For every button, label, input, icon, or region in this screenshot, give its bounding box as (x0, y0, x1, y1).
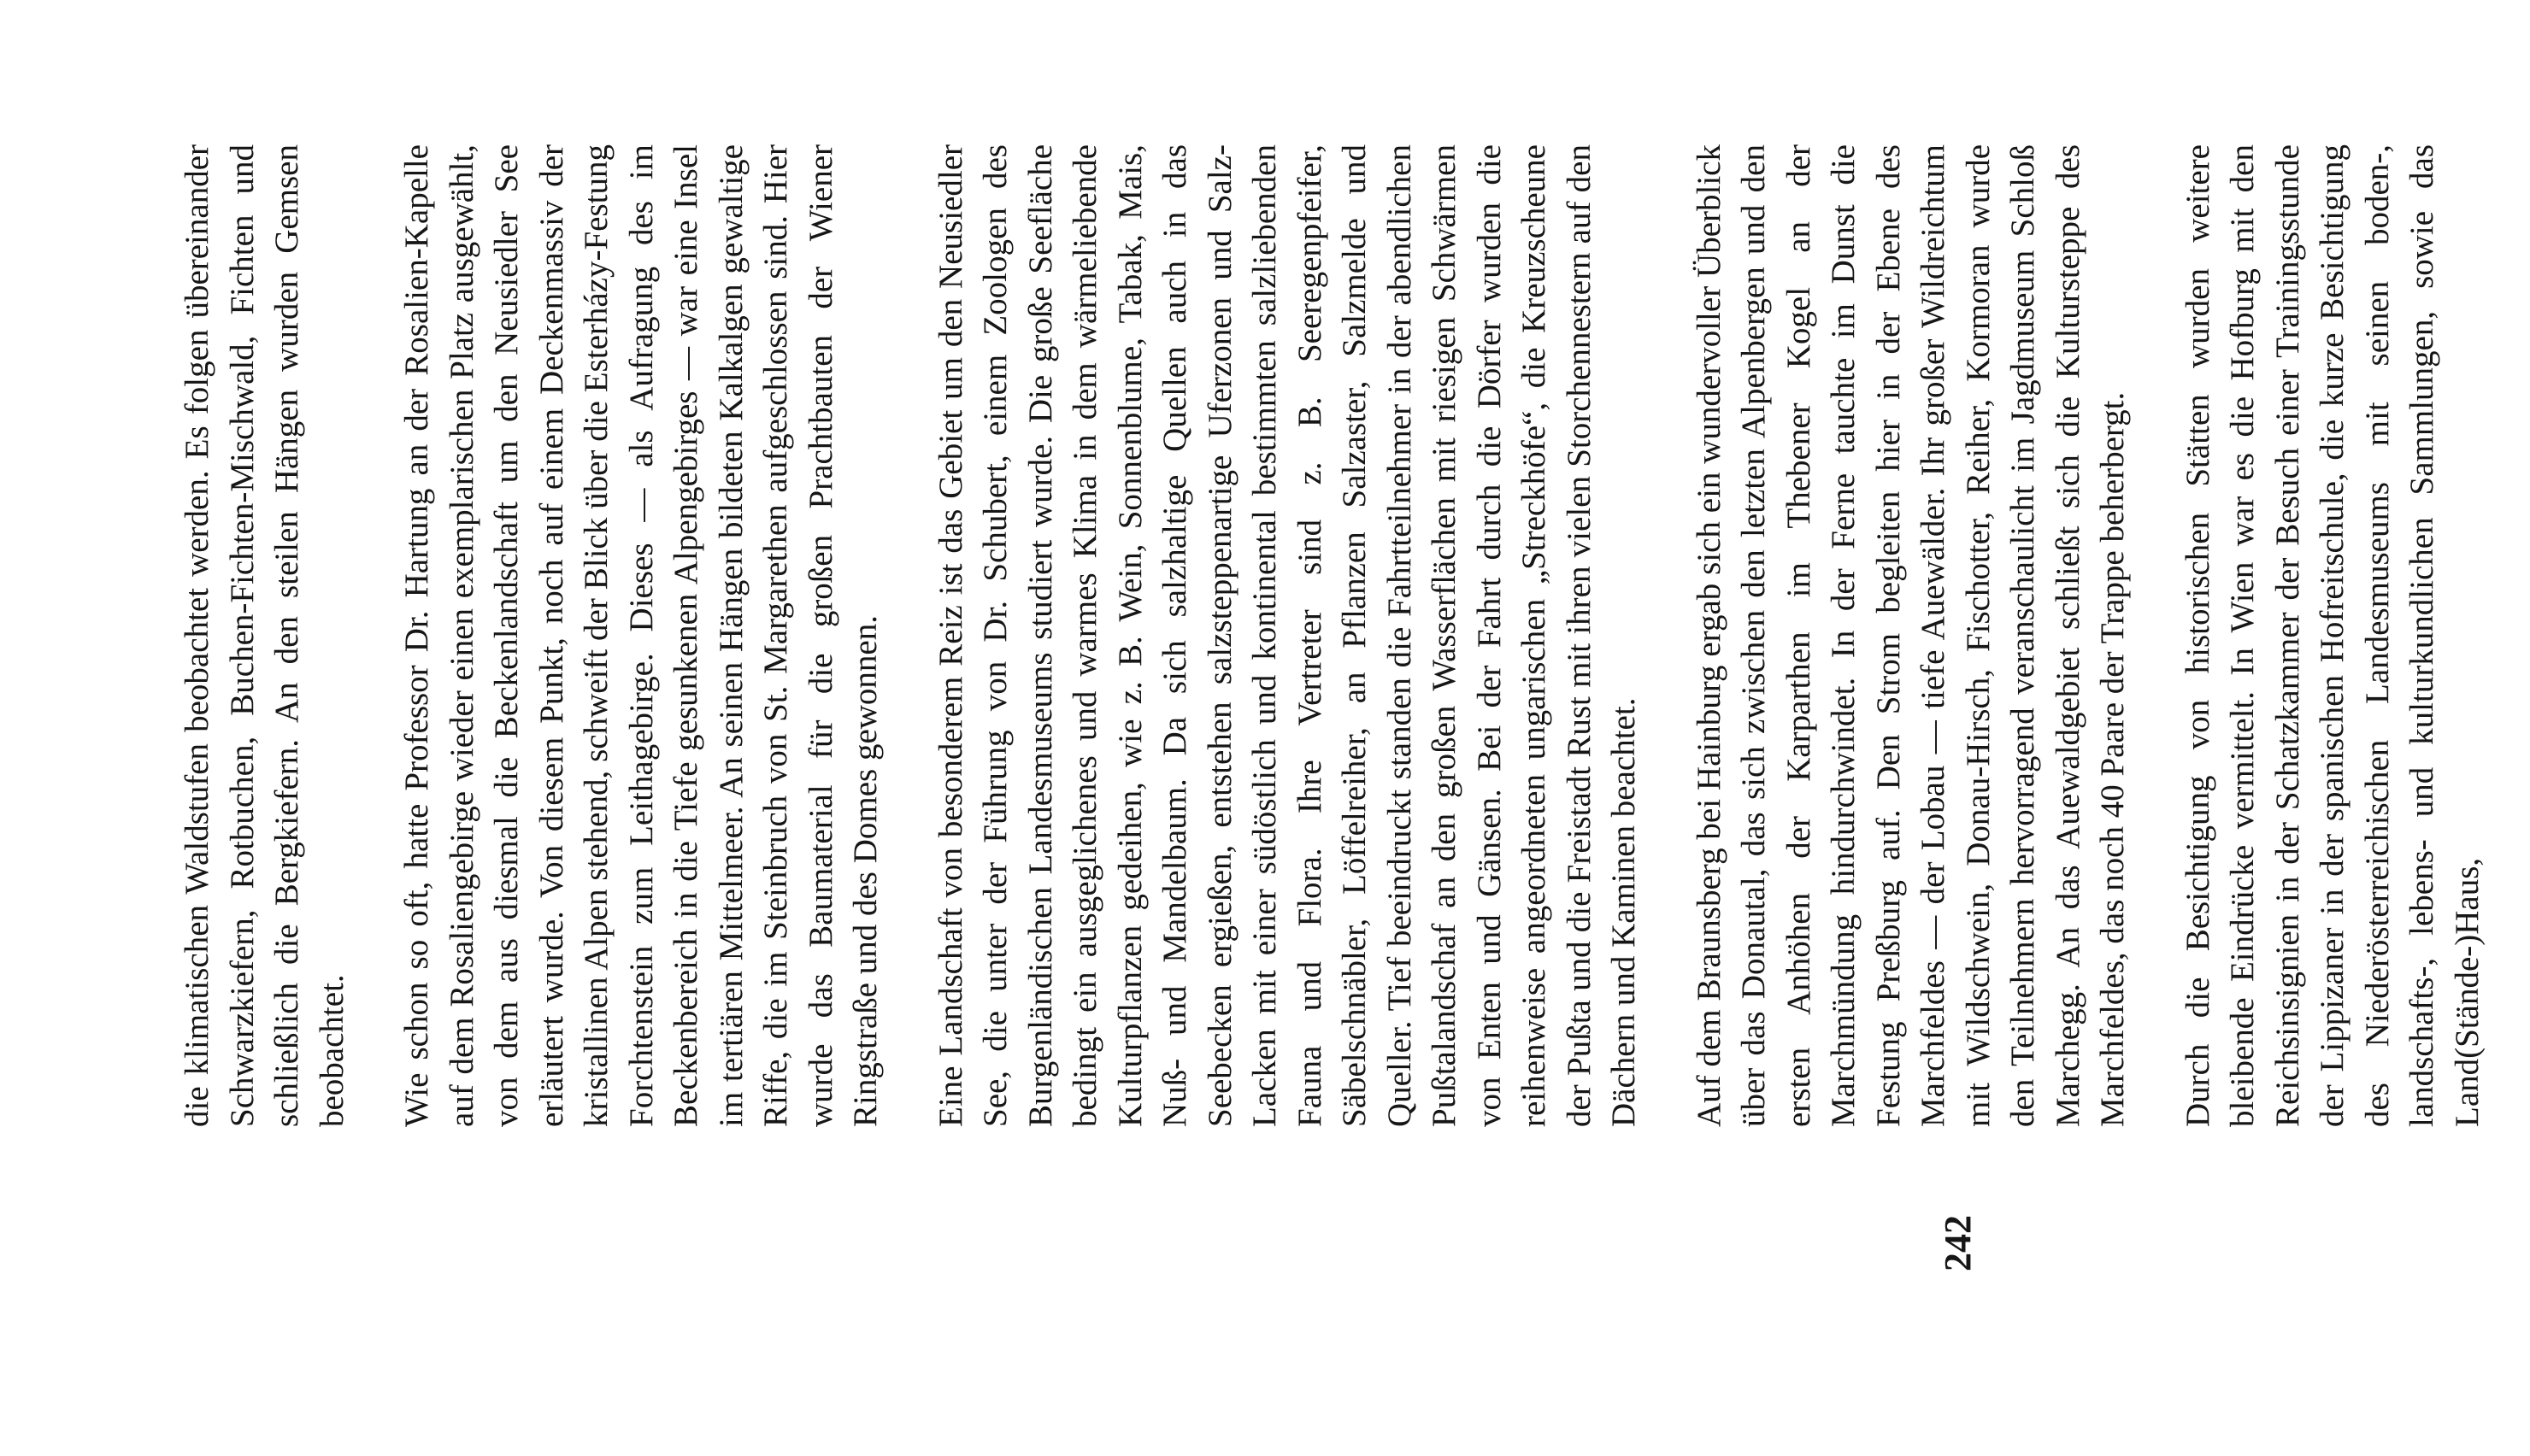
body-text (175, 144, 2530, 1127)
paragraph-braunsberg: Auf dem Braunsberg bei Hainburg ergab sich ein wundervoller Überblick über das Donautal, das sich zwischen den letzten Alpenbergen und den ersten Anhöhen der Karparthen im Thebener Kogel an der Marchmündung hindurchwindet. In der Ferne tauchte im Dunst die Festung Preßburg auf. Den Strom begleiten hier in der Ebene des Marchfeldes — der Lobau — tiefe Auewälder. Ihr großer Wildreichtum mit Wildschwein, Donau-Hirsch, Fischotter, Reiher, Kormoran wurde den Teilnehmern hervorragend veranschaulicht im Jagdmuseum Schloß Marchegg. An das Auewaldgebiet schließt sich die Kultursteppe des Marchfeldes, das noch 40 Paare der Trappe beherbergt. (1690, 144, 2131, 1127)
paragraph-wien: Durch die Besichtigung von historischen Stätten wurden weitere bleibende Eindrücke vermittelt. In Wien war es die Hofburg mit den Reichsinsignien in der Schatzkammer der Besuch einer Trainingsstunde der Lippizaner in der spanischen Hofreitschule, die kurze Besichtigung des Niederösterreichischen Landesmuseums mit seinen boden-, landschafts-, lebens- und kulturkundlichen Sammlungen, sowie das Land(Stände-)Haus, (2179, 144, 2486, 1127)
paragraph-rosaliengebirge: Wie schon so oft, hatte Professor Dr. Hartung an der Rosalien-Kapelle auf dem Rosaliengebirge wieder einen exemplarischen Platz ausgewählt, von dem aus diesmal die Beckenlandschaft um den Neusiedler See erläutert wurde. Von diesem Punkt, noch auf einem Deckenmassiv der kristallinen Alpen stehend, schweift der Blick über die Esterházy-Festung Forchtenstein zum Leithagebirge. Dieses — als Aufragung des im Beckenbereich in die Tiefe gesunkenen Alpengebirges — war eine Insel im tertiären Mittelmeer. An seinen Hängen bildeten Kalkalgen gewaltige Riffe, die im Steinbruch von St. Margarethen aufgeschlossen sind. Hier wurde das Baumaterial für die großen Prachtbauten der Wiener Ringstraße und des Domes gewonnen. (398, 144, 884, 1127)
page-number: 242 (1937, 1215, 1979, 1271)
paragraph-neusiedler-see: Eine Landschaft von besonderem Reiz ist das Gebiet um den Neusiedler See, die unter der Führung von Dr. Schubert, einem Zoologen des Burgenländischen Landesmuseums studiert wurde. Die große Seefläche bedingt ein ausgeglichenes und warmes Klima in dem wärmeliebende Kulturpflanzen gedeihen, wie z. B. Wein, Sonnenblume, Tabak, Mais, Nuß- und Mandelbaum. Da sich salzhaltige Quellen auch in das Seebecken ergießen, entstehen salzsteppenartige Uferzonen und Salz-Lacken mit einer südöstlich und kontinental bestimmten salzliebenden Fauna und Flora. Ihre Vertreter sind z. B. Seeregenpfeifer, Säbelschnäbler, Löffelreiher, an Pflanzen Salzaster, Salzmelde und Queller. Tief beeindruckt standen die Fahrtteilnehmer in der abendlichen Pußtalandschaf an den großen Wasserflächen mit riesigen Schwärmen von Enten und Gänsen. Bei der Fahrt durch die Dörfer wurden die reihenweise angeordneten ungarischen „Streckhöfe“, die Kreuzscheune der Pußta und die Freistadt Rust mit ihren vielen Storchennestern auf den Dächern und Kaminen beachtet. (932, 144, 1642, 1127)
paragraph-waldstufen: die klimatischen Waldstufen beobachtet werden. Es folgen übereinander Schwarzkiefern, Rotbuchen, Buchen-Fichten-Mischwald, Fichten und schließlich die Bergkiefern. An den steilen Hängen wurden Gemsen beobachtet. (179, 144, 350, 1127)
